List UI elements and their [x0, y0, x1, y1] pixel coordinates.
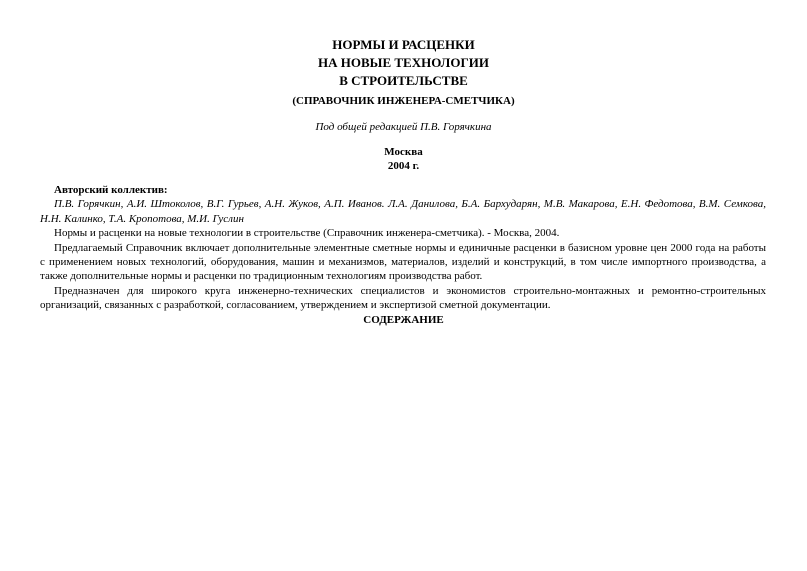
contents-heading: СОДЕРЖАНИЕ [363, 314, 444, 326]
audience-paragraph: Предназначен для широкого круга инженерно-технических специалистов и экономистов строительно-монтажных и ремонтно-строительных организаций, связанных с разработкой, согласованием, утверждением и экспертизой сметной документации. [40, 284, 766, 312]
editor-line: Под общей редакцией П.В. Горячкина [315, 121, 492, 133]
authors-label: Авторский коллектив: [54, 184, 168, 196]
document-subtitle: (СПРАВОЧНИК ИНЖЕНЕРА-СМЕТЧИКА) [292, 95, 515, 107]
imprint [0, 145, 807, 173]
imprint-city: Москва [384, 146, 423, 158]
body-text [40, 183, 766, 313]
citation-paragraph: Нормы и расценки на новые технологии в строительстве (Справочник инженера-сметчика). - Москва, 2004. [54, 227, 560, 240]
title-line-2: НА НОВЫЕ ТЕХНОЛОГИИ [318, 55, 489, 70]
description-paragraph: Предлагаемый Справочник включает дополнительные элементные сметные нормы и единичные расценки в базисном уровне цен 2000 года на работы с применением новых технологий, оборудования, машин и механизмов, материалов, изделий и конструкций, в том числе импортного производства, а также дополнительные нормы и расценки по традиционным технологиям производства работ. [40, 241, 766, 283]
title-line-3: В СТРОИТЕЛЬСТВЕ [339, 73, 468, 88]
document-title [0, 36, 807, 90]
authors-list: П.В. Горячкин, А.И. Штоколов, В.Г. Гурьев, А.Н. Жуков, А.П. Иванов. Л.А. Данилова, Б.А. Бархударян, М.В. Макарова, Е.Н. Федотова, В.М. Семкова, Н.Н. Калинко, Т.А. Кропотова, М.И. Гуслин [40, 198, 766, 225]
imprint-year: 2004 г. [387, 160, 420, 172]
title-line-1: НОРМЫ И РАСЦЕНКИ [332, 37, 475, 52]
